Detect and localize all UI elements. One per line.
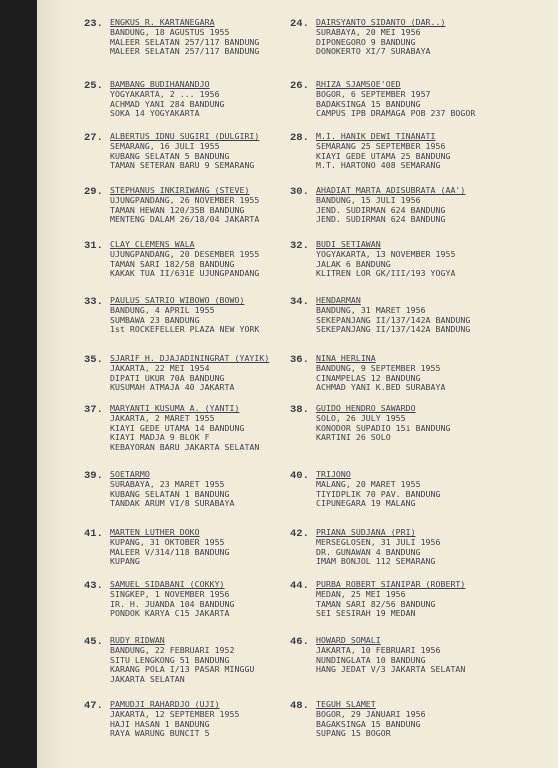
entry-detail-line: TAMAN SETERAN BARU 9 SEMARANG — [110, 160, 255, 171]
entry-name: SAMUEL SIDABANI (COKKY) — [110, 579, 225, 589]
entry-detail-line: MALANG, 20 MARET 1955 — [316, 478, 421, 489]
entry-detail-line: BOGOR, 6 SEPTEMBER 1957 — [316, 88, 431, 99]
entry-detail-line: BANDUNG, 15 JULI 1956 — [316, 194, 421, 205]
entry-detail-line: SEI SESIRAH 19 MEDAN — [316, 608, 416, 619]
entry-detail-line: DIPATI UKUR 70A BANDUNG — [110, 372, 225, 383]
entry-name: RHIZA SJAMSOE'OED — [316, 79, 401, 89]
entry-lines — [110, 470, 234, 509]
entry-detail-line: BANDUNG, 9 SEPTEMBER 1955 — [316, 362, 441, 373]
entry-lines — [316, 700, 426, 739]
entry-detail-line: KUSUMAH ATMAJA 40 JAKARTA — [110, 382, 235, 393]
entry-name: AHADIAT MARTA ADISUBRATA (AA') — [316, 185, 466, 195]
entry-detail-line: UJUNGPANDANG, 20 DESEMBER 1955 — [110, 248, 260, 259]
entry-detail-line: MALEER V/314/118 BANDUNG — [110, 546, 230, 557]
entry-number: 31. — [84, 240, 103, 252]
entry-detail-line: HANG JEDAT V/3 JAKARTA SELATAN — [316, 664, 466, 675]
entry-name: M.I. HANIK DEWI TINANATI — [316, 131, 436, 141]
entry-detail-line: YOGYAKARTA, 2 ... 1956 — [110, 88, 220, 99]
entry-lines — [316, 580, 465, 619]
entry-detail-line: SEMARANG 25 SEPTEMBER 1956 — [316, 140, 446, 151]
entry-detail-line: BAGAKSINGA 15 BANDUNG — [316, 718, 421, 729]
entry-detail-line: CIPUNEGARA 19 MALANG — [316, 498, 416, 509]
entry-name: TEGUH SLAMET — [316, 699, 376, 709]
entry-number: 45. — [84, 636, 103, 648]
entry-detail-line: SUPANG 15 BOGOR — [316, 728, 391, 739]
entry-lines — [110, 18, 259, 57]
entry-name: SOETARMO — [110, 469, 150, 479]
entry-detail-line: BANDUNG, 22 FEBRUARI 1952 — [110, 644, 235, 655]
entry-detail-line: KUPANG, 31 OKTOBER 1955 — [110, 536, 225, 547]
entry-detail-line: PONDOK KARYA C15 JAKARTA — [110, 608, 230, 619]
entry-lines — [110, 354, 269, 393]
entry-name: TRIJONO — [316, 469, 351, 479]
entry-number: 24. — [290, 18, 309, 30]
entry-lines — [316, 354, 445, 393]
document-page — [37, 0, 558, 768]
entry-name: HOWARD SOMALI — [316, 635, 381, 645]
entry-name: NINA HERLINA — [316, 353, 376, 363]
entry-lines — [110, 404, 259, 453]
entry-lines — [110, 132, 259, 171]
entry-detail-line: KUPANG — [110, 556, 140, 567]
entry-number: 34. — [290, 296, 309, 308]
entry-name: BUDI SETIAWAN — [316, 239, 381, 249]
entry-detail-line: MALEER SELATAN 257/117 BANDUNG — [110, 36, 260, 47]
entry-number: 43. — [84, 580, 103, 592]
entry-detail-line: JAKARTA, 10 FEBRUARI 1956 — [316, 644, 441, 655]
entry-number: 30. — [290, 186, 309, 198]
entry-lines — [316, 240, 455, 279]
entry-detail-line: MALEER SELATAN 257/117 BANDUNG — [110, 46, 260, 57]
entry-lines — [316, 80, 475, 119]
entry-number: 28. — [290, 132, 309, 144]
entry-detail-line: TIYIDPLIK 70 PAV. BANDUNG — [316, 488, 441, 499]
entry-detail-line: SOLO, 26 JULY 1955 — [316, 412, 406, 423]
entry-detail-line: KAKAK TUA II/631E UJUNGPANDANG — [110, 268, 260, 279]
entry-lines — [110, 296, 259, 335]
entry-detail-line: KUBANG SELATAN 1 BANDUNG — [110, 488, 230, 499]
entry-detail-line: NUNDINGLATA 10 BANDUNG — [316, 654, 426, 665]
entry-lines — [110, 186, 259, 225]
entry-detail-line: JAKARTA, 12 SEPTEMBER 1955 — [110, 708, 240, 719]
entry-number: 27. — [84, 132, 103, 144]
entry-lines — [110, 528, 230, 567]
entry-detail-line: DIPONEGORO 9 BANDUNG — [316, 36, 416, 47]
entry-detail-line: BANDUNG, 18 AGUSTUS 1955 — [110, 26, 230, 37]
entry-name: PRIANA SUDJANA (PRI) — [316, 527, 416, 537]
entry-detail-line: KIAYI MADJA 9 BLOK F — [110, 432, 210, 443]
entry-detail-line: RAYA WARUNG BUNCIT 5 — [110, 728, 210, 739]
entry-lines — [316, 470, 440, 509]
entry-detail-line: IR. H. JUANDA 104 BANDUNG — [110, 598, 235, 609]
entry-detail-line: JEND. SUDIRMAN 624 BANDUNG — [316, 214, 446, 225]
entry-name: ALBERTUS IDNU SUGIRI (DULGIRI) — [110, 131, 260, 141]
entry-lines — [316, 132, 450, 171]
entry-number: 33. — [84, 296, 103, 308]
entry-lines — [316, 404, 450, 443]
entry-detail-line: JEND. SUDIRMAN 624 BANDUNG — [316, 204, 446, 215]
entry-name: ENGKUS R. KARTANEGARA — [110, 17, 215, 27]
entry-name: MARYANTI KUSUMA A. (YANTI) — [110, 403, 240, 413]
entry-name: SJARIF H. DJAJADININGRAT (YAYIK) — [110, 353, 270, 363]
entry-detail-line: UJUNGPANDANG, 26 NOVEMBER 1955 — [110, 194, 260, 205]
entry-detail-line: ACHMAD YANI K.BED SURABAYA — [316, 382, 446, 393]
entry-lines — [316, 186, 465, 225]
entry-number: 29. — [84, 186, 103, 198]
entry-detail-line: YOGYAKARTA, 13 NOVEMBER 1955 — [316, 248, 456, 259]
entry-detail-line: CAMPUS IPB DRAMAGA POB 237 BOGOR — [316, 108, 476, 119]
entry-number: 42. — [290, 528, 309, 540]
entry-detail-line: DR. GUNAWAN 4 BANDUNG — [316, 546, 421, 557]
entry-lines — [316, 636, 465, 675]
entry-detail-line: IMAM BONJOL 112 SEMARANG — [316, 556, 436, 567]
entry-detail-line: BOGOR, 29 JANUARI 1956 — [316, 708, 426, 719]
entry-detail-line: TAMAN SARI 82/56 BANDUNG — [316, 598, 436, 609]
entry-number: 36. — [290, 354, 309, 366]
entry-detail-line: KLITREN LOR GK/III/193 YOGYA — [316, 268, 456, 279]
entry-detail-line: KIAYI GEDE UTAMA 14 BANDUNG — [110, 422, 245, 433]
entry-detail-line: CINAMPELAS 12 BANDUNG — [316, 372, 421, 383]
entry-number: 37. — [84, 404, 103, 416]
entry-name: GUIDO HENDRO SAWARDO — [316, 403, 416, 413]
entry-detail-line: JAKARTA SELATAN — [110, 674, 185, 685]
entry-name: PAMUDJI RAHARDJO (UJI) — [110, 699, 220, 709]
entry-detail-line: SUMBAWA 23 BANDUNG — [110, 314, 200, 325]
entry-detail-line: MEDAN, 25 MEI 1956 — [316, 588, 406, 599]
entry-detail-line: KEBAYORAN BARU JAKARTA SELATAN — [110, 442, 260, 453]
entry-number: 35. — [84, 354, 103, 366]
entry-name: HENDARMAN — [316, 295, 361, 305]
entry-number: 47. — [84, 700, 103, 712]
entry-name: PAULUS SATRIO WIBOWO (BOWO) — [110, 295, 245, 305]
entry-detail-line: SEKEPANJANG II/137/142A BANDUNG — [316, 314, 471, 325]
entry-detail-line: SITU LENGKONG 51 BANDUNG — [110, 654, 230, 665]
entry-detail-line: TAMAN SARI 182/58 BANDUNG — [110, 258, 235, 269]
entry-name: PURBA ROBERT SIANIPAR (ROBERT) — [316, 579, 466, 589]
entry-detail-line: KONODOR SUPADIO 15i BANDUNG — [316, 422, 451, 433]
entry-number: 26. — [290, 80, 309, 92]
entry-lines — [110, 580, 234, 619]
entry-detail-line: TAMAN HEWAN 120/35B BANDUNG — [110, 204, 245, 215]
entry-number: 25. — [84, 80, 103, 92]
entry-detail-line: KUBANG SELATAN 5 BANDUNG — [110, 150, 230, 161]
entry-name: RUDY RIDWAN — [110, 635, 165, 645]
entry-lines — [110, 636, 254, 685]
entry-detail-line: MENTENG DALAM 26/18/04 JAKARTA — [110, 214, 260, 225]
entry-detail-line: MERSEGLOSEN, 31 JULI 1956 — [316, 536, 441, 547]
entry-detail-line: ACHMAD YANI 284 BANDUNG — [110, 98, 225, 109]
entry-name: BAMBANG BUDIHANANDJO — [110, 79, 210, 89]
entry-lines — [110, 80, 225, 119]
entry-detail-line: 1st ROCKEFELLER PLAZA NEW YORK — [110, 324, 260, 335]
entry-detail-line: KARANG POLA I/13 PASAR MINGGU — [110, 664, 255, 675]
entry-lines — [316, 18, 445, 57]
entry-detail-line: KARTINI 26 SOLO — [316, 432, 391, 443]
entry-detail-line: SINGKEP, 1 NOVEMBER 1956 — [110, 588, 230, 599]
entry-number: 48. — [290, 700, 309, 712]
entry-lines — [316, 296, 470, 335]
entry-lines — [316, 528, 440, 567]
entry-detail-line: SURABAYA, 20 MEI 1956 — [316, 26, 421, 37]
entry-detail-line: DONOKERTO XI/7 SURABAYA — [316, 46, 431, 57]
entry-name: DAIRSYANTO SIDANTO (DAR..) — [316, 17, 446, 27]
entry-detail-line: M.T. HARTONO 408 SEMARANG — [316, 160, 441, 171]
entry-detail-line: BANDUNG, 4 APRIL 1955 — [110, 304, 215, 315]
entry-lines — [110, 240, 259, 279]
entry-name: STEPHANUS INKIRIWANG (STEVE) — [110, 185, 250, 195]
entry-number: 39. — [84, 470, 103, 482]
entry-number: 23. — [84, 18, 103, 30]
entry-detail-line: JAKARTA, 22 MEI 1954 — [110, 362, 210, 373]
entry-number: 40. — [290, 470, 309, 482]
entry-detail-line: JAKARTA, 2 MARET 1955 — [110, 412, 215, 423]
entry-detail-line: BANDUNG, 31 MARET 1956 — [316, 304, 426, 315]
entry-detail-line: SEKEPANJANG II/137/142A BANDUNG — [316, 324, 471, 335]
entry-detail-line: TANDAK ARUM VI/8 SURABAYA — [110, 498, 235, 509]
entry-name: MARTEN LUTHER DOKO — [110, 527, 200, 537]
entry-number: 32. — [290, 240, 309, 252]
entry-detail-line: BADAKSINGA 15 BANDUNG — [316, 98, 421, 109]
entry-detail-line: SOKA 14 YOGYAKARTA — [110, 108, 200, 119]
entry-number: 46. — [290, 636, 309, 648]
entry-detail-line: HAJI HASAN 1 BANDUNG — [110, 718, 210, 729]
entry-detail-line: KIAYI GEDE UTAMA 25 BANDUNG — [316, 150, 451, 161]
entry-number: 41. — [84, 528, 103, 540]
entry-number: 44. — [290, 580, 309, 592]
entry-name: CLAY CLEMENS WALA — [110, 239, 195, 249]
entry-lines — [110, 700, 239, 739]
entry-number: 38. — [290, 404, 309, 416]
entry-detail-line: JALAK 6 BANDUNG — [316, 258, 391, 269]
entry-detail-line: SEMARANG, 16 JULI 1955 — [110, 140, 220, 151]
entry-detail-line: SURABAYA, 23 MARET 1955 — [110, 478, 225, 489]
